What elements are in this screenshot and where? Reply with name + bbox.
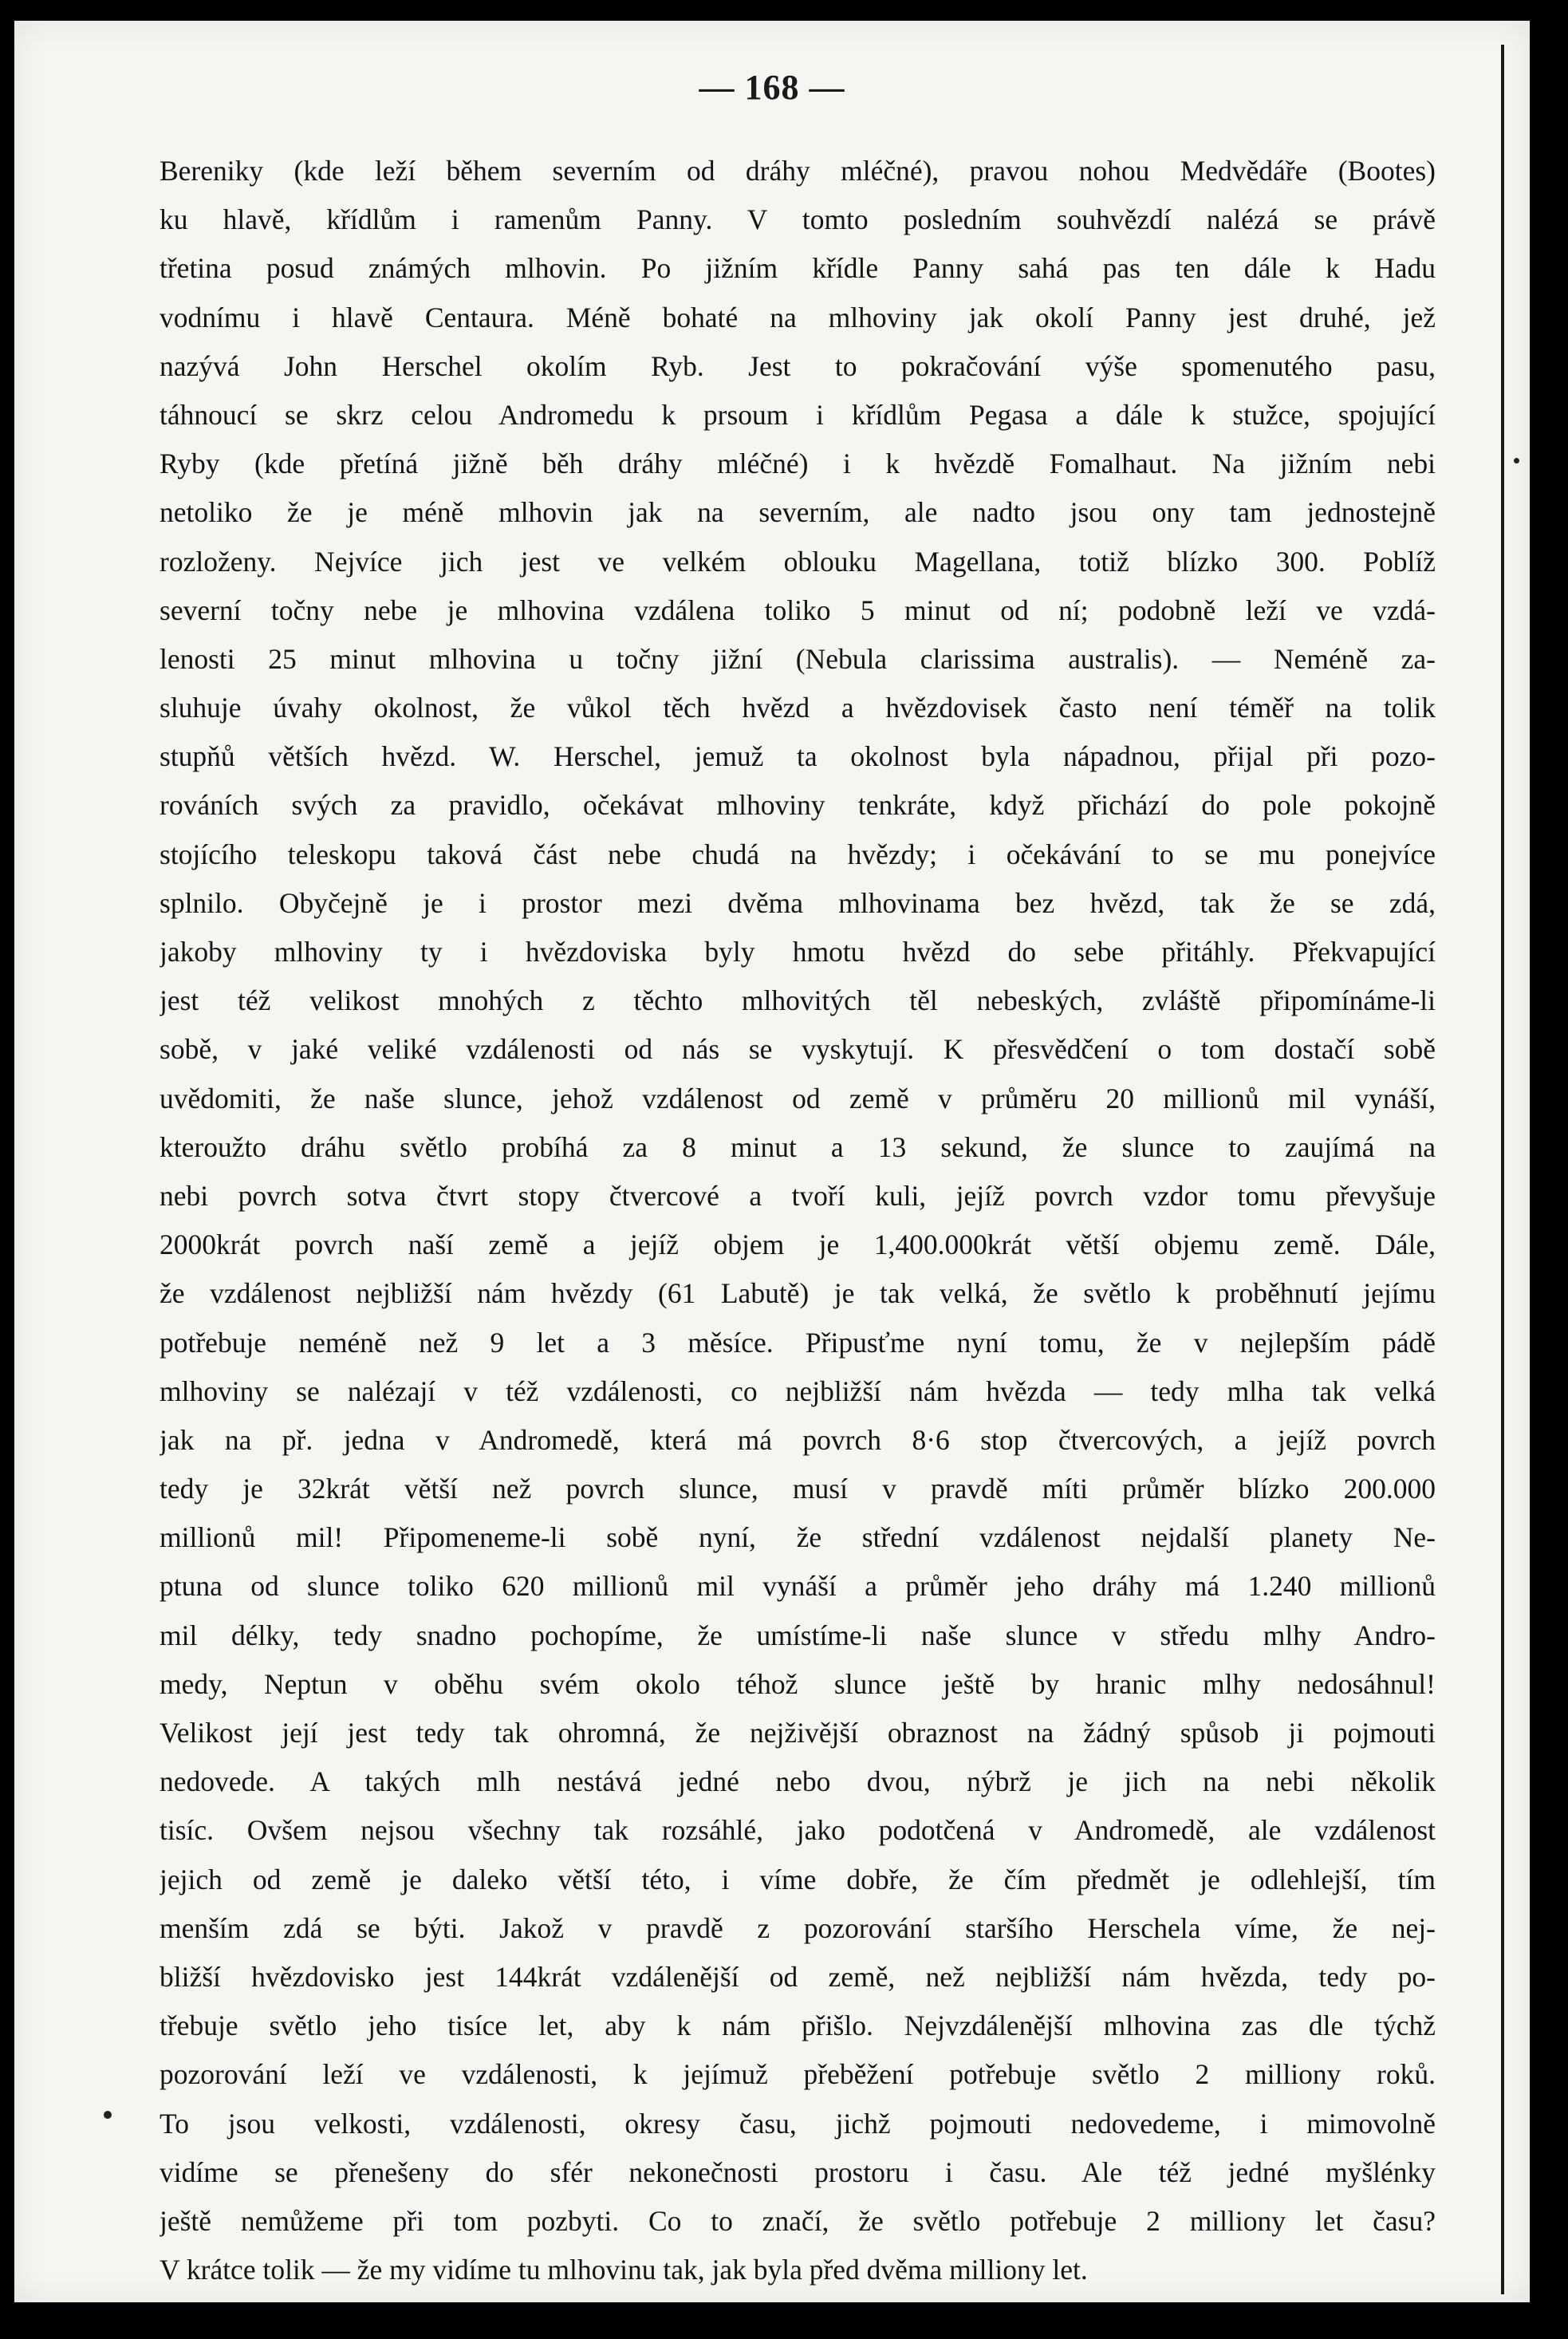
text-line: táhnoucí se skrz celou Andromedu k prsoum i křídlům Pegasa a dále k stužce, spojující: [160, 398, 1436, 431]
text-line: stupňů větších hvězd. W. Herschel, jemuž ta okolnost byla nápadnou, přijal při pozo-: [160, 740, 1436, 773]
text-line: jak na př. jedna v Andromedě, která má povrch 8·6 stop čtvercových, a jejíž povrch: [160, 1423, 1436, 1456]
text-line: splnilo. Obyčejně je i prostor mezi dvěma mlhovinama bez hvězd, tak že se zdá,: [160, 886, 1436, 919]
text-line: To jsou velkosti, vzdálenosti, okresy času, jichž pojmouti nedovedeme, i mimovolně: [160, 2107, 1436, 2140]
text-line: Bereniky (kde leží během severním od dráhy mléčné), pravou nohou Medvědáře (Bootes): [160, 155, 1436, 187]
text-line: kteroužto dráhu světlo probíhá za 8 minut a 13 sekund, že slunce to zaujímá na: [160, 1130, 1436, 1163]
text-line: jejich od země je daleko větší této, i víme dobře, že čím předmět je odlehlejší, tím: [160, 1863, 1436, 1895]
text-line: jakoby mlhoviny ty i hvězdoviska byly hmotu hvězd do sebe přitáhly. Překvapující: [160, 936, 1436, 968]
text-line: rováních svých za pravidlo, očekávat mlhoviny tenkráte, když přichází do pole pokojně: [160, 789, 1436, 822]
text-line: V krátce tolik — že my vidíme tu mlhovinu tak, jak byla před dvěma milliony let.: [160, 2254, 1088, 2286]
text-line: tedy je 32krát větší než povrch slunce, musí v pravdě míti průměr blízko 200.000: [160, 1473, 1436, 1505]
text-line: vodnímu i hlavě Centaura. Méně bohaté na mlhoviny jak okolí Panny jest druhé, jež: [160, 301, 1436, 333]
text-line: vidíme se přenešeny do sfér nekonečnosti prostoru i času. Ale též jedné myšlénky: [160, 2156, 1436, 2188]
text-line: nedovede. A takých mlh nestává jedné nebo dvou, nýbrž je jich na nebi několik: [160, 1765, 1436, 1798]
text-line: třetina posud známých mlhovin. Po jižním křídle Panny sahá pas ten dále k Hadu: [160, 252, 1436, 285]
text-line: lenosti 25 minut mlhovina u točny jižní (Nebula clarissima australis). — Neméně za-: [160, 642, 1436, 675]
page-number: — 168 —: [699, 68, 845, 107]
text-line: netoliko že je méně mlhovin jak na severním, ale nadto jsou ony tam jednostejně: [160, 496, 1436, 529]
text-line: ptuna od slunce toliko 620 millionů mil vynáší a průměr jeho dráhy má 1.240 millionů: [160, 1570, 1436, 1603]
margin-dot-mark: [104, 2111, 112, 2119]
text-line: jest též velikost mnohých z těchto mlhovitých těl nebeských, zvláště připomínáme-li: [160, 984, 1436, 1017]
text-line: millionů mil! Připomeneme-li sobě nyní, že střední vzdálenost nejdalší planety Ne-: [160, 1521, 1436, 1554]
text-line: sluhuje úvahy okolnost, že vůkol těch hvězd a hvězdovisek často není téměř na tolik: [160, 692, 1436, 724]
text-line: pozorování leží ve vzdálenosti, k jejímuž přeběžení potřebuje světlo 2 milliony roků.: [160, 2058, 1436, 2091]
text-line: uvědomiti, že naše slunce, jehož vzdálenost od země v průměru 20 millionů mil vynáší,: [160, 1082, 1436, 1114]
text-line: medy, Neptun v oběhu svém okolo téhož slunce ještě by hranic mlhy nedosáhnul!: [160, 1667, 1436, 1700]
text-line: ku hlavě, křídlům i ramenům Panny. V tomto posledním souhvězdí nalézá se právě: [160, 203, 1436, 236]
text-line: nebi povrch sotva čtvrt stopy čtvercové a tvoří kuli, jejíž povrch vzdor tomu převyšuje: [160, 1179, 1436, 1212]
body-text: [160, 147, 1436, 2294]
text-line: že vzdálenost nejbližší nám hvězdy (61 Labutě) je tak velká, že světlo k proběhnutí jejímu: [160, 1277, 1436, 1310]
text-line: severní točny nebe je mlhovina vzdálena toliko 5 minut od ní; podobně leží ve vzdá-: [160, 594, 1436, 626]
text-line: 2000krát povrch naší země a jejíž objem je 1,400.000krát větší objemu země. Dále,: [160, 1229, 1436, 1261]
text-line: stojícího teleskopu taková část nebe chudá na hvězdy; i očekávání to se mu ponejvíce: [160, 838, 1436, 870]
page-edge-line: [1501, 45, 1504, 2294]
text-line: potřebuje neméně než 9 let a 3 měsíce. Připusťme nyní tomu, že v nejlepším pádě: [160, 1326, 1436, 1359]
text-line: mlhoviny se nalézají v též vzdálenosti, co nejbližší nám hvězda — tedy mlha tak velká: [160, 1375, 1436, 1407]
text-line: menším zdá se býti. Jakož v pravdě z pozorování staršího Herschela víme, že nej-: [160, 1911, 1436, 1944]
text-line: třebuje světlo jeho tisíce let, aby k nám přišlo. Nejvzdálenější mlhovina zas dle týchž: [160, 2010, 1436, 2042]
text-line: sobě, v jaké veliké vzdálenosti od nás se vyskytují. K přesvědčení o tom dostačí sobě: [160, 1033, 1436, 1066]
text-line: Velikost její jest tedy tak ohromná, že nejživější obraznost na žádný spůsob ji pojmouti: [160, 1717, 1436, 1749]
text-line: nazývá John Herschel okolím Ryb. Jest to pokračování výše spomenutého pasu,: [160, 349, 1436, 382]
text-line: rozloženy. Nejvíce jich jest ve velkém oblouku Magellana, totiž blízko 300. Poblíž: [160, 545, 1436, 578]
text-line: mil délky, tedy snadno pochopíme, že umístíme-li naše slunce v středu mlhy Andro-: [160, 1619, 1436, 1651]
text-line: ještě nemůžeme při tom pozbyti. Co to značí, že světlo potřebuje 2 milliony let času?: [160, 2204, 1436, 2237]
margin-dot-mark: [1514, 458, 1519, 463]
text-line: bližší hvězdovisko jest 144krát vzdálenější od země, než nejbližší nám hvězda, tedy po-: [160, 1960, 1436, 1993]
text-line: Ryby (kde přetíná jižně běh dráhy mléčné) i k hvězdě Fomalhaut. Na jižním nebi: [160, 448, 1436, 480]
text-line: tisíc. Ovšem nejsou všechny tak rozsáhlé, jako podotčená v Andromedě, ale vzdálenost: [160, 1814, 1436, 1847]
book-page: [14, 21, 1530, 2302]
